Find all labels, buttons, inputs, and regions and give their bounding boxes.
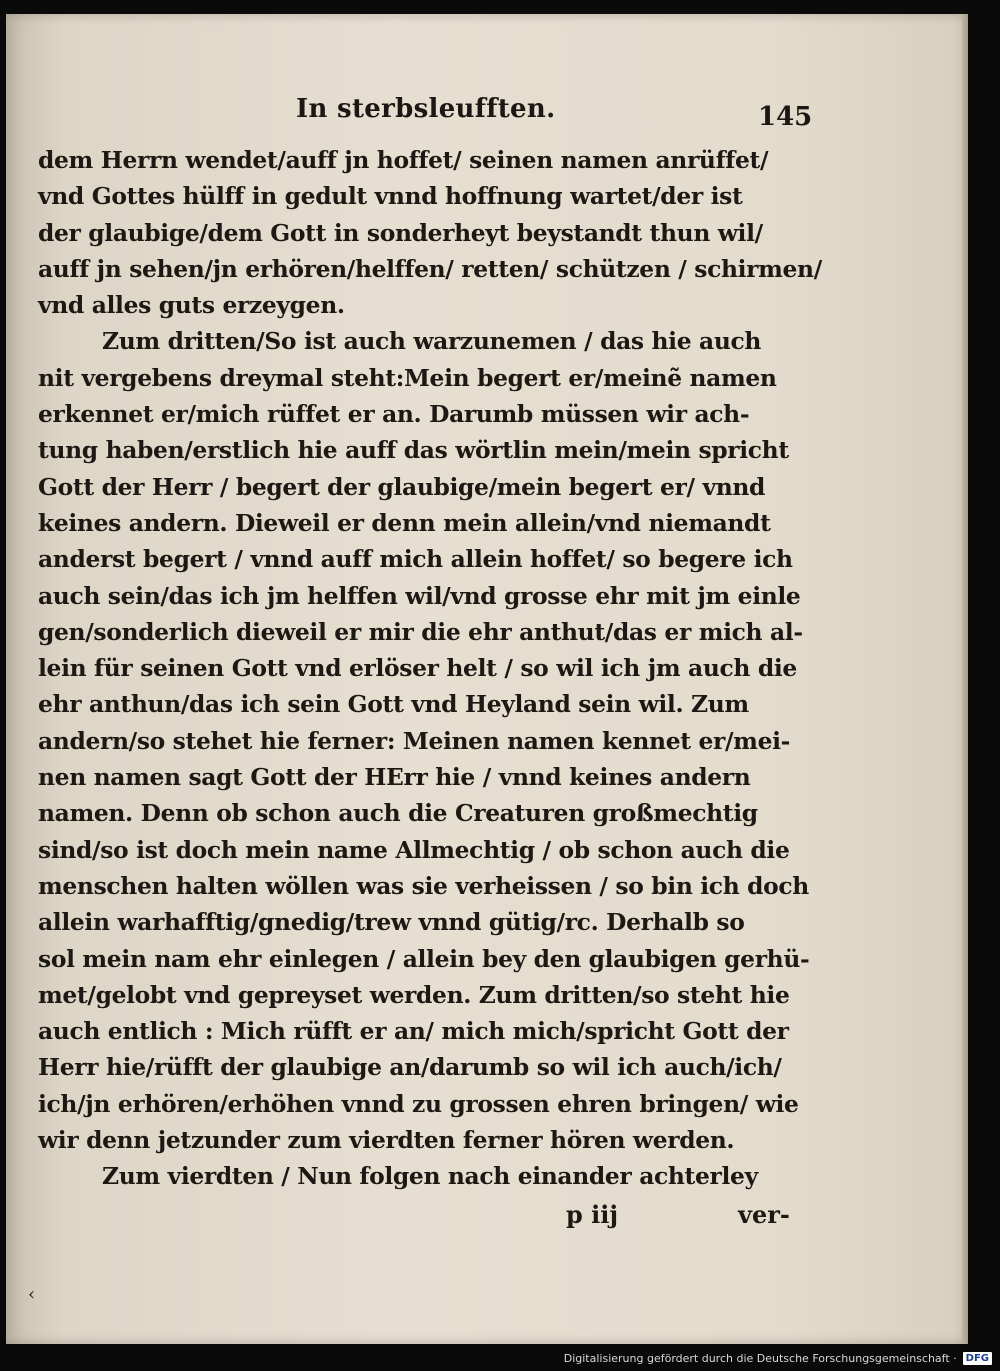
footer-credit: Digitalisierung gefördert durch die Deutsche Forschungsgemeinschaft · xyxy=(563,1352,957,1365)
text-line: Gott der Herr / begert der glaubige/mein begert er/ vnnd xyxy=(38,472,766,501)
body-text xyxy=(38,142,822,1195)
text-line: andern/so stehet hie ferner: Meinen namen kennet er/mei- xyxy=(38,726,790,755)
text-line: met/gelobt vnd gepreyset werden. Zum dritten/so steht hie xyxy=(38,980,790,1009)
text-line: auff jn sehen/jn erhören/helffen/ retten/ schützen / schirmen/ xyxy=(38,254,822,283)
text-line: nit vergebens dreymal steht:Mein begert er/meinẽ namen xyxy=(38,363,777,392)
text-line: allein warhafftig/gnedig/trew vnnd gütig/rc. Derhalb so xyxy=(38,908,745,937)
stray-ink-mark: ‹ xyxy=(28,1284,36,1305)
text-line: Zum vierdten / Nun folgen nach einander achterley xyxy=(102,1162,758,1191)
text-line: erkennet er/mich rüffet er an. Darumb müssen wir ach- xyxy=(38,400,750,429)
text-line: auch sein/das ich jm helffen wil/vnd grosse ehr mit jm einle xyxy=(38,581,801,610)
text-line: menschen halten wöllen was sie verheissen / so bin ich doch xyxy=(38,871,809,900)
text-line: Zum dritten/So ist auch warzunemen / das hie auch xyxy=(102,327,762,356)
text-line: keines andern. Dieweil er denn mein allein/vnd niemandt xyxy=(38,508,771,537)
signature-mark: p iij xyxy=(566,1200,619,1229)
text-line: dem Herrn wendet/auff jn hoffet/ seinen namen anrüffet/ xyxy=(38,146,769,174)
dfg-logo: DFG xyxy=(963,1352,992,1365)
text-line: wir denn jetzunder zum vierdten ferner hören werden. xyxy=(38,1126,735,1155)
text-line: der glaubige/dem Gott in sonderheyt beystandt thun wil/ xyxy=(38,218,763,247)
text-line: anderst begert / vnnd auff mich allein hoffet/ so begere ich xyxy=(38,545,793,574)
catchwords xyxy=(566,1200,826,1240)
text-line: ich/jn erhören/erhöhen vnnd zu grossen ehren bringen/ wie xyxy=(38,1089,799,1118)
text-line: nen namen sagt Gott der HErr hie / vnnd keines andern xyxy=(38,763,751,792)
text-line: vnd alles guts erzeygen. xyxy=(38,291,345,320)
text-line: lein für seinen Gott vnd erlöser helt / so wil ich jm auch die xyxy=(38,654,797,683)
text-line: ehr anthun/das ich sein Gott vnd Heyland sein wil. Zum xyxy=(38,690,749,719)
page-edge xyxy=(962,14,968,1344)
text-line: gen/sonderlich dieweil er mir die ehr anthut/das er mich al- xyxy=(38,617,803,646)
text-line: tung haben/erstlich hie auff das wörtlin mein/mein spricht xyxy=(38,436,789,465)
text-line: Herr hie/rüfft der glaubige an/darumb so wil ich auch/ich/ xyxy=(38,1053,782,1082)
page-header xyxy=(6,94,968,134)
text-line: namen. Denn ob schon auch die Creaturen großmechtig xyxy=(38,799,758,828)
text-line: vnd Gottes hülff in gedult vnnd hoffnung wartet/der ist xyxy=(38,182,743,211)
footer xyxy=(564,1352,992,1365)
page-number: 145 xyxy=(758,102,813,132)
running-title: In sterbsleufften. xyxy=(296,94,556,124)
book-page xyxy=(6,14,968,1344)
text-line: auch entlich : Mich rüfft er an/ mich mich/spricht Gott der xyxy=(38,1017,789,1046)
text-line: sind/so ist doch mein name Allmechtig / ob schon auch die xyxy=(38,835,790,864)
custos-word: ver- xyxy=(738,1200,790,1229)
text-line: sol mein nam ehr einlegen / allein bey den glaubigen gerhü- xyxy=(38,944,810,973)
